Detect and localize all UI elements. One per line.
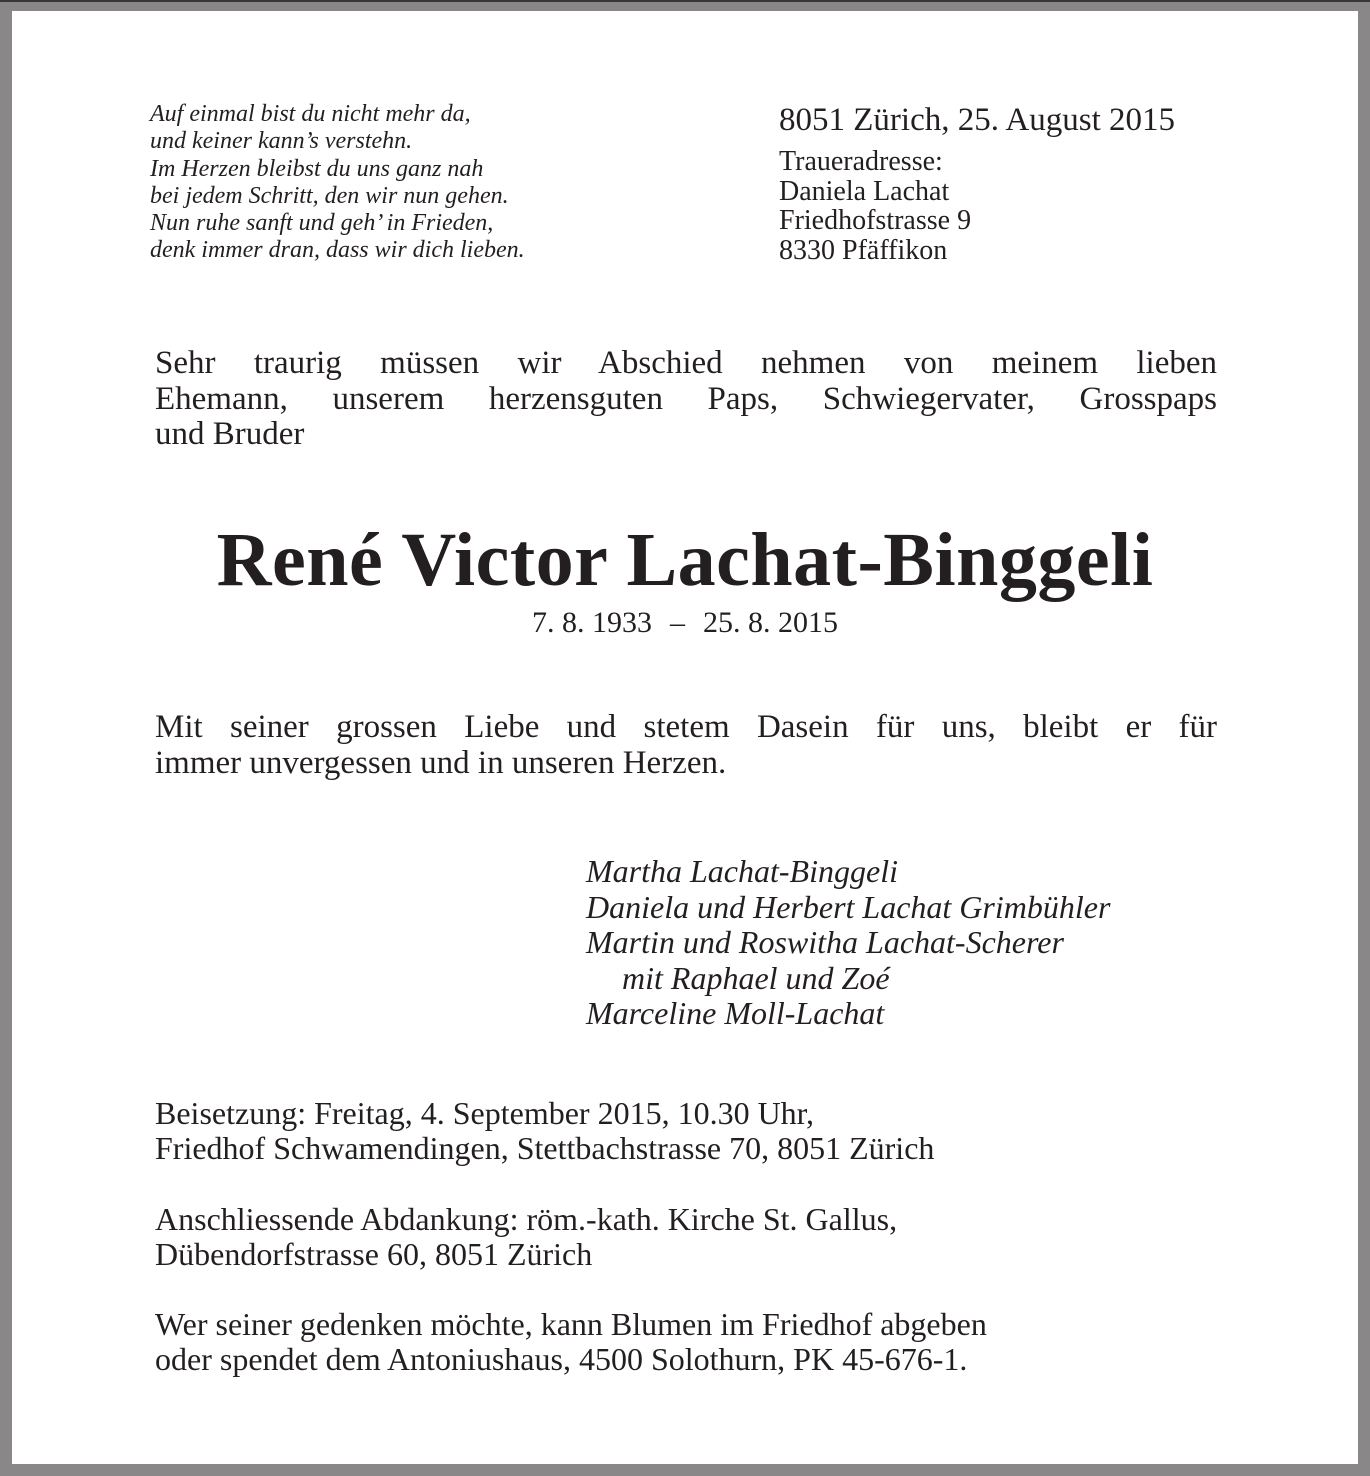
birth-date: 7. 8. 1933 <box>532 606 652 639</box>
intro-line: Sehr traurig müssen wir Abschied nehmen von meinem lieben <box>155 345 1217 381</box>
mourner: Martha Lachat-Binggeli <box>586 853 898 889</box>
service-info <box>155 1202 897 1272</box>
address-name: Daniela Lachat <box>779 175 950 207</box>
intro-line: und Bruder <box>155 416 305 452</box>
donation-line: oder spendet dem Antoniushaus, 4500 Solothurn, PK 45-676-1. <box>155 1341 968 1377</box>
death-date: 25. 8. 2015 <box>703 606 838 639</box>
mourners-list <box>586 854 1110 1032</box>
poem-line: Auf einmal bist du nicht mehr da, <box>150 101 471 127</box>
poem-line: denk immer dran, dass wir dich lieben. <box>150 237 525 264</box>
tribute-line: immer unvergessen und in unseren Herzen. <box>155 744 727 781</box>
poem <box>150 101 525 265</box>
address-label: Traueradresse: <box>779 146 943 177</box>
service-line: Dübendorfstrasse 60, 8051 Zürich <box>155 1236 593 1272</box>
burial-info <box>155 1096 934 1166</box>
mourner: Daniela und Herbert Lachat Grimbühler <box>586 888 1111 925</box>
obituary-page <box>12 11 1358 1464</box>
tribute-line: Mit seiner grossen Liebe und stetem Dasein für uns, bleibt er für <box>155 709 1217 745</box>
poem-line: und keiner kann’s verstehn. <box>150 128 413 155</box>
tribute-paragraph <box>155 710 1217 781</box>
viewer-top-edge <box>0 0 1370 2</box>
donation-info <box>155 1307 987 1377</box>
address-street: Friedhofstrasse 9 <box>779 205 972 236</box>
burial-line: Friedhof Schwamendingen, Stettbachstrasse 70, 8051 Zürich <box>155 1130 935 1166</box>
poem-line: Im Herzen bleibst du uns ganz nah <box>150 155 484 182</box>
intro-line: Ehemann, unserem herzensguten Paps, Schwiegervater, Grosspaps <box>155 380 1217 417</box>
burial-line: Beisetzung: Freitag, 4. September 2015, 10.30 Uhr, <box>155 1095 815 1131</box>
place-date: 8051 Zürich, 25. August 2015 <box>779 102 1175 138</box>
address-city: 8330 Pfäffikon <box>779 234 948 266</box>
mourner: mit Raphael und Zoé <box>622 959 890 996</box>
life-dates <box>12 605 1358 641</box>
deceased-name: René Victor Lachat-Binggeli <box>216 518 1154 602</box>
mourner: Marceline Moll-Lachat <box>586 995 885 1031</box>
donation-line: Wer seiner gedenken möchte, kann Blumen im Friedhof abgeben <box>155 1306 987 1342</box>
poem-line: Nun ruhe sanft und geh’ in Frieden, <box>150 210 494 237</box>
service-line: Anschliessende Abdankung: röm.-kath. Kirche St. Gallus, <box>155 1201 898 1237</box>
mourning-address <box>779 147 971 265</box>
mourner: Martin und Roswitha Lachat-Scherer <box>586 924 1064 960</box>
intro-paragraph <box>155 346 1217 453</box>
poem-line: bei jedem Schritt, den wir nun gehen. <box>150 182 509 209</box>
date-separator: – <box>670 606 685 639</box>
